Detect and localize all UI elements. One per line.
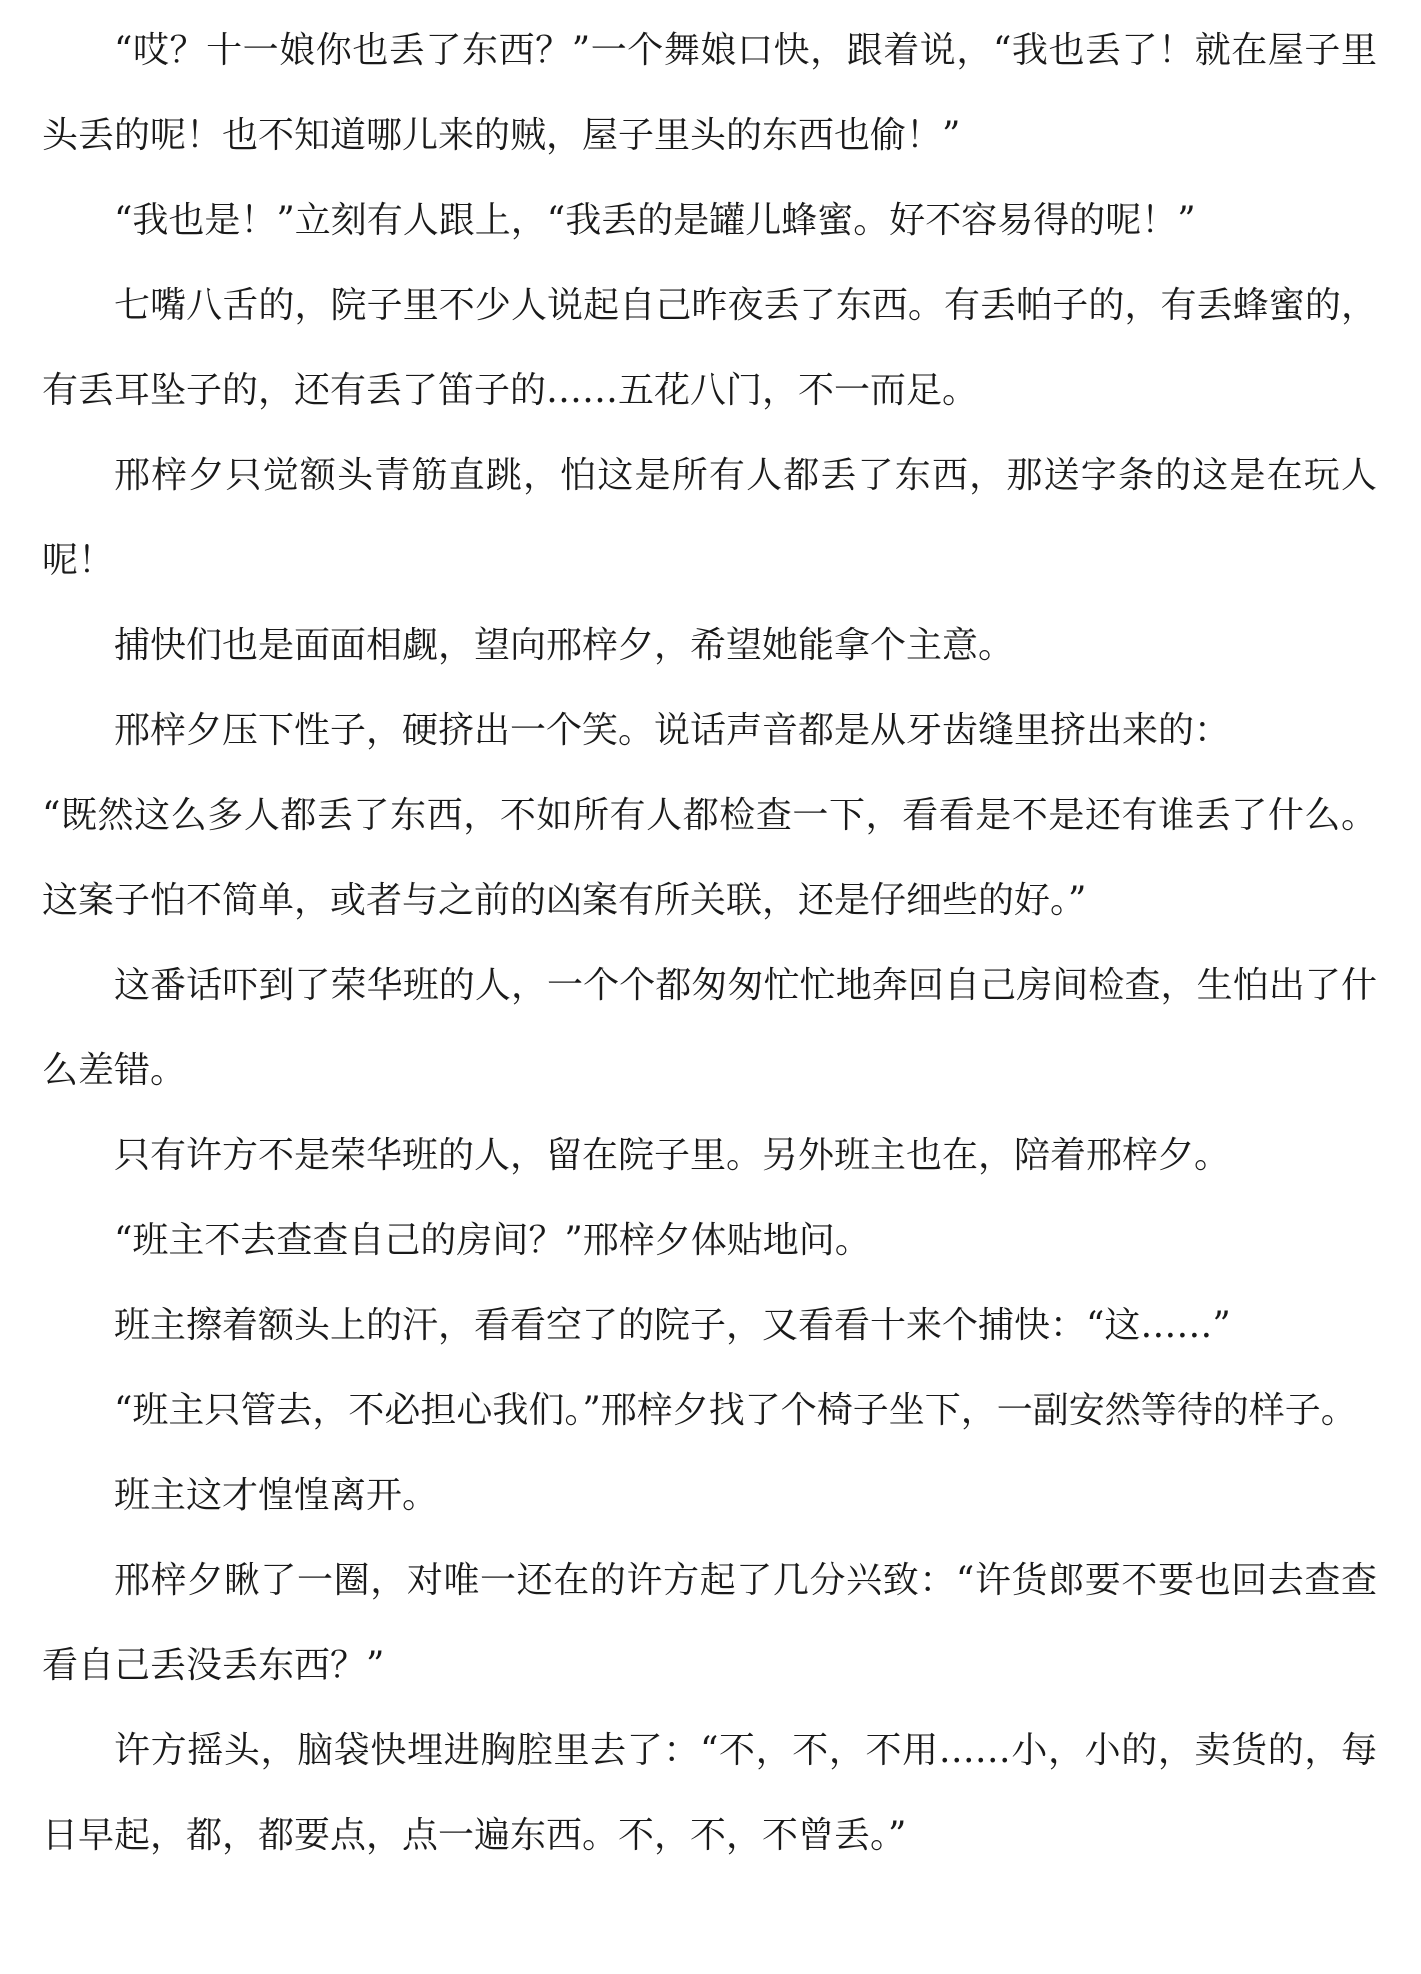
paragraph: “我也是！”立刻有人跟上，“我丢的是罐儿蜂蜜。好不容易得的呢！” <box>114 200 1196 241</box>
paragraph: 这番话吓到了荣华班的人，一个个都匆匆忙忙地奔回自己房间检查，生怕出了什么差错。 <box>42 965 1377 1091</box>
paragraph: “班主只管去，不必担心我们。”邢梓夕找了个椅子坐下，一副安然等待的样子。 <box>114 1390 1357 1431</box>
paragraph: 只有许方不是荣华班的人，留在院子里。另外班主也在，陪着邢梓夕。 <box>114 1135 1231 1176</box>
paragraph: 捕快们也是面面相觑，望向邢梓夕，希望她能拿个主意。 <box>114 625 1015 666</box>
paragraph: 班主擦着额头上的汗，看看空了的院子，又看看十来个捕快：“这……” <box>114 1305 1231 1346</box>
paragraph: 七嘴八舌的，院子里不少人说起自己昨夜丢了东西。有丢帕子的，有丢蜂蜜的，有丢耳坠子的，还有丢了笛子的……五花八门，不一而足。 <box>42 285 1377 411</box>
paragraph: “哎？十一娘你也丢了东西？”一个舞娘口快，跟着说，“我也丢了！就在屋子里头丢的呢！也不知道哪儿来的贼，屋子里头的东西也偷！” <box>42 30 1377 156</box>
document-body <box>42 8 1377 1878</box>
paragraph: 许方摇头，脑袋快埋进胸腔里去了：“不，不，不用……小，小的，卖货的，每日早起，都，都要点，点一遍东西。不，不，不曾丢。” <box>42 1730 1377 1856</box>
paragraph: 邢梓夕瞅了一圈，对唯一还在的许方起了几分兴致：“许货郎要不要也回去查查看自己丢没丢东西？” <box>42 1560 1377 1686</box>
paragraph: 邢梓夕只觉额头青筋直跳，怕这是所有人都丢了东西，那送字条的这是在玩人呢！ <box>42 455 1377 581</box>
paragraph: 邢梓夕压下性子，硬挤出一个笑。说话声音都是从牙齿缝里挤出来的： <box>114 710 1231 751</box>
paragraph: “既然这么多人都丢了东西，不如所有人都检查一下，看看是不是还有谁丢了什么。这案子怕不简单，或者与之前的凶案有所关联，还是仔细些的好。” <box>42 795 1377 921</box>
paragraph: 班主这才惶惶离开。 <box>114 1475 439 1516</box>
paragraph: “班主不去查查自己的房间？”邢梓夕体贴地问。 <box>114 1220 871 1261</box>
